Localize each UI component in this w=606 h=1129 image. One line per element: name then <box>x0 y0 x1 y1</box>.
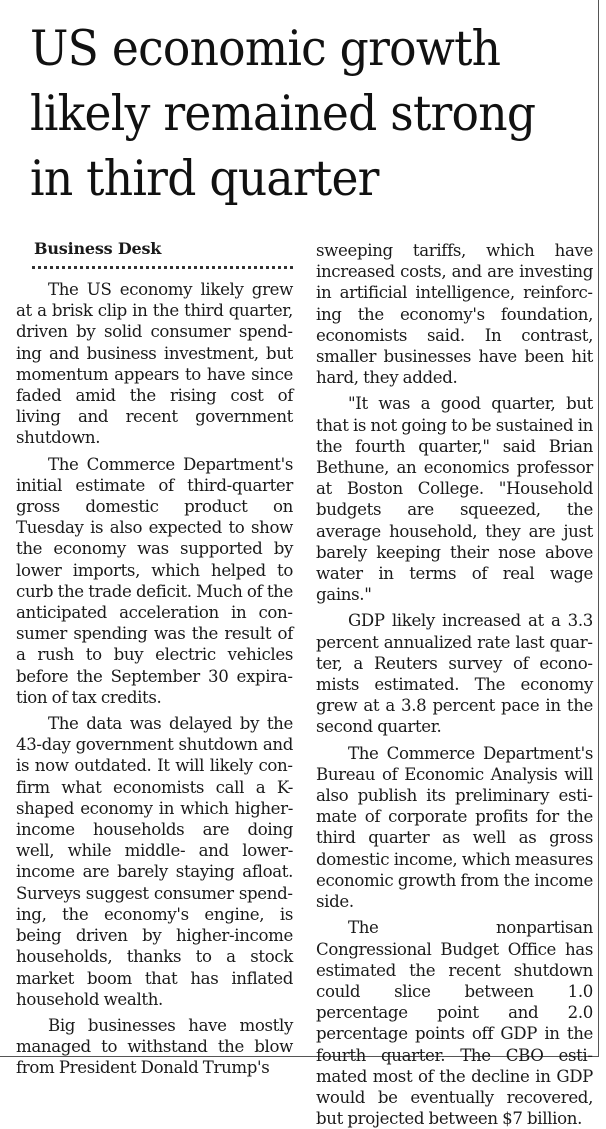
headline: US economic growth likely remained strong in third quarter <box>30 20 536 207</box>
article-column-left <box>16 238 293 1079</box>
paragraph: The nonpartisan Congressional Budget Office has estimated the recent shutdown could slice between 1.0 percentage point and 2.0 percentage points off GDP in the fourth quarter. The CBO estimated most of the decline in GDP would be eventually recovered, but projected between $7 billion. <box>316 918 593 1129</box>
paragraph: Big businesses have mostly managed to withstand the blow from President Donald Trump's <box>16 1015 293 1078</box>
article-column-right <box>316 240 593 1129</box>
paragraph: The Commerce Department's initial estimate of third-quarter gross domestic product on Tuesday is also expected to show the economy was supported by lower imports, which helped to curb the trade deficit. Much of the anticipated acceleration in consumer spending was the result of a rush to buy electric vehicles before the September 30 expiration of tax credits. <box>16 454 293 707</box>
paragraph: GDP likely increased at a 3.3 percent annualized rate last quarter, a Reuters survey of economists estimated. The economy grew at a 3.8 percent pace in the second quarter. <box>316 611 593 737</box>
byline: Business Desk <box>34 239 162 258</box>
paragraph: sweeping tariffs, which have increased costs, and are investing in artificial intelligence, reinforcing the economy's foundation, economists said. In contrast, smaller businesses have been hit hard, they added. <box>316 241 593 388</box>
dotted-divider <box>32 263 293 269</box>
paragraph: The data was delayed by the 43-day government shutdown and is now outdated. It will likely confirm what economists call a K-shaped economy in which higher-income households are doing well, while middle- and lower-income are barely staying afloat. Surveys suggest consumer spending, the economy's engine, is being driven by higher-income households, thanks to a stock market boom that has inflated household wealth. <box>16 714 293 1009</box>
paragraph: The Commerce Department's Bureau of Economic Analysis will also publish its preliminary estimate of corporate profits for the third quarter as well as gross domestic income, which measures economic growth from the income side. <box>316 743 593 912</box>
paragraph: The US economy likely grew at a brisk clip in the third quarter, driven by solid consumer spending and business investment, but momentum appears to have since faded amid the rising cost of living and recent government shutdown. <box>16 280 293 448</box>
paragraph: "It was a good quarter, but that is not going to be sustained in the fourth quarter," said Brian Bethune, an economics professor at Boston College. "Household budgets are squeezed, the average household, they are just barely keeping their nose above water in terms of real wage gains." <box>316 394 593 605</box>
